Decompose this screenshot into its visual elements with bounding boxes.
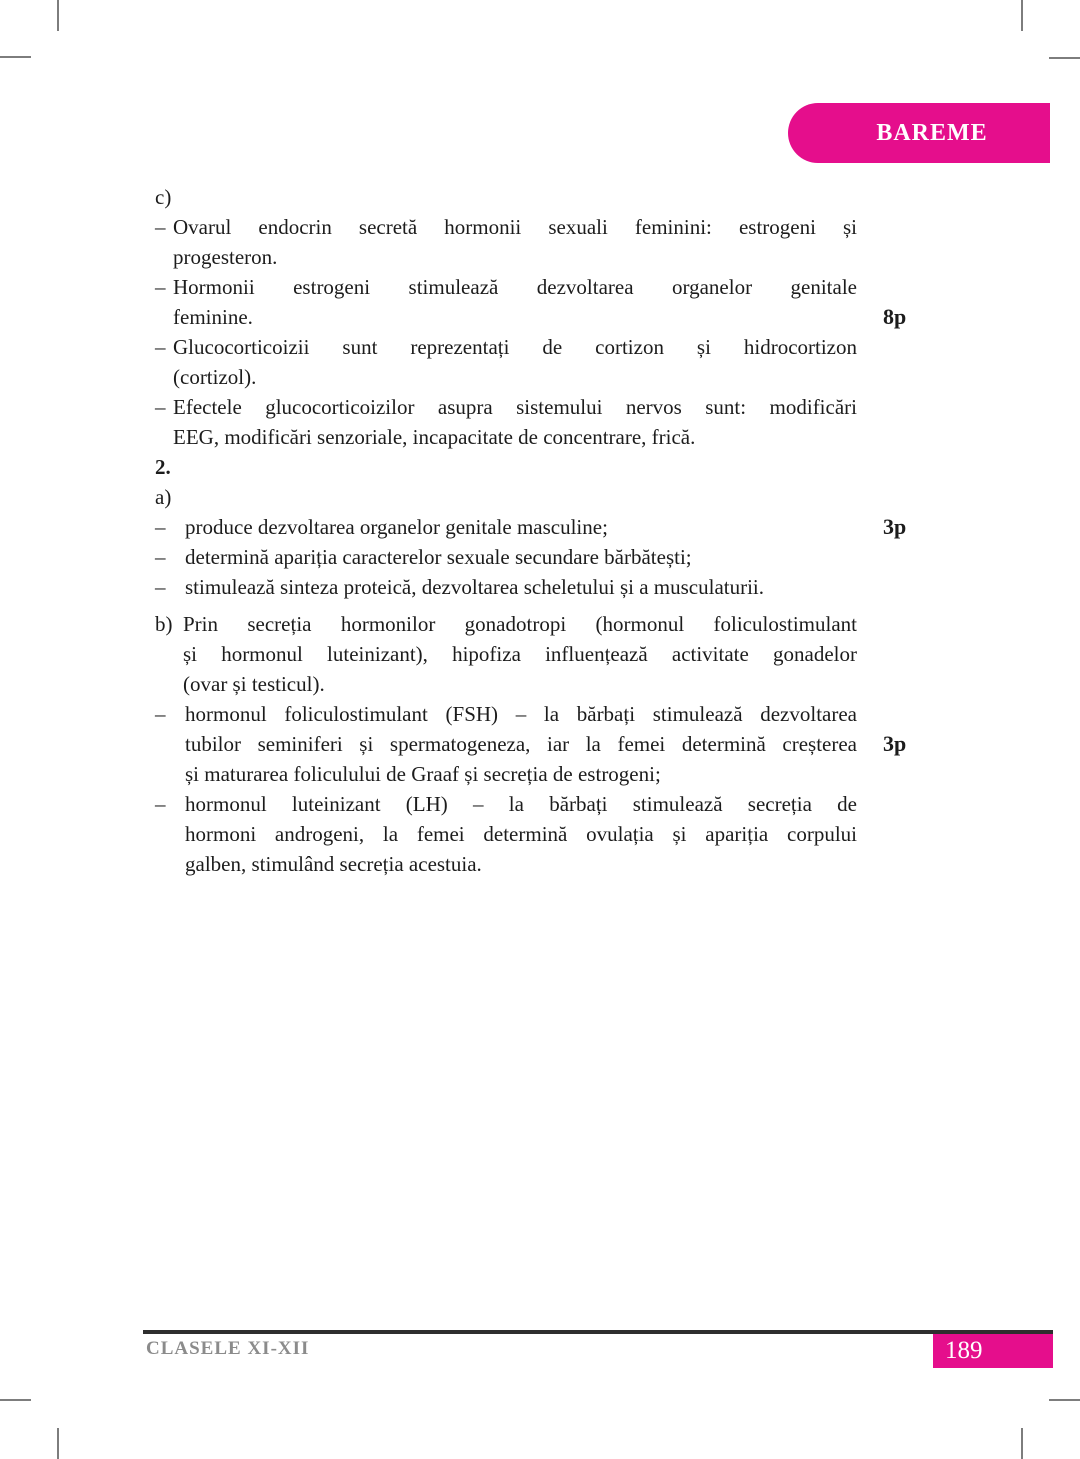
text-line: (ovar și testicul).: [183, 672, 325, 696]
page-number-box: [933, 1334, 1053, 1368]
crop-mark-bottom-right-horizontal: [1049, 1399, 1080, 1401]
crop-mark-bottom-left-vertical: [57, 1428, 59, 1459]
dash-bullet: –: [155, 275, 166, 299]
crop-mark-bottom-right-vertical: [1021, 1428, 1023, 1459]
points-value-8p: 8p: [883, 304, 907, 329]
dash-bullet: –: [155, 545, 166, 569]
points-value-3p: 3p: [883, 731, 907, 756]
subsection-marker-b: b): [155, 612, 173, 636]
dash-bullet: –: [155, 215, 166, 239]
text-line: Hormonii estrogeni stimulează dezvoltarea organelor genitale: [173, 275, 857, 299]
text-line: produce dezvoltarea organelor genitale masculine;: [185, 515, 608, 539]
dash-bullet: –: [155, 395, 166, 419]
text-line: hormonul luteinizant (LH) – la bărbați stimulează secreția de: [185, 792, 857, 816]
text-line: și hormonul luteinizant), hipofiza influențează activitate gonadelor: [183, 642, 857, 666]
points-value-3p: 3p: [883, 514, 907, 539]
text-line: feminine.: [173, 305, 253, 329]
answer-key-content: [155, 182, 915, 879]
subsection-label-a: a): [155, 485, 172, 509]
section-header-badge: [788, 103, 1050, 163]
text-line: determină apariția caracterelor sexuale secundare bărbătești;: [185, 545, 692, 569]
text-line: (cortizol).: [173, 365, 257, 389]
footer-rule: [143, 1330, 1053, 1334]
text-line: stimulează sinteza proteică, dezvoltarea scheletului și a musculaturii.: [185, 575, 765, 599]
text-line: hormonul foliculostimulant (FSH) – la bărbați stimulează dezvoltarea: [185, 702, 857, 726]
dash-bullet: –: [155, 792, 166, 816]
answer-item-determina: [155, 542, 857, 572]
answer-item-ovarul: [155, 212, 857, 272]
text-line: Efectele glucocorticoizilor asupra sistemului nervos sunt: modificări: [173, 395, 857, 419]
crop-mark-bottom-left-horizontal: [0, 1399, 31, 1401]
subsection-label-c: c): [155, 185, 172, 209]
badge-label: BAREME: [876, 119, 988, 146]
answer-item-b-hipofiza: [155, 609, 857, 699]
crop-mark-top-left-vertical: [57, 0, 59, 31]
answer-item-fsh: [155, 699, 907, 789]
page-number: 189: [945, 1337, 983, 1364]
answer-item-produce: [155, 512, 907, 542]
text-line: Ovarul endocrin secretă hormonii sexuali feminini: estrogeni și: [173, 215, 857, 239]
text-line: Prin secreția hormonilor gonadotropi (hormonul foliculostimulant: [183, 612, 857, 636]
crop-mark-top-right-horizontal: [1049, 57, 1080, 59]
dash-bullet: –: [155, 575, 166, 599]
dash-bullet: –: [155, 702, 166, 726]
footer-section-title: CLASELE XI-XII: [146, 1338, 310, 1359]
text-line: tubilor seminiferi și spermatogeneza, iar la femei determină creșterea: [185, 732, 857, 756]
text-line: progesteron.: [173, 245, 278, 269]
answer-item-efectele: [155, 392, 857, 452]
answer-item-hormonii-estrogeni: [155, 272, 907, 332]
crop-mark-top-right-vertical: [1021, 0, 1023, 31]
text-line: galben, stimulând secreția acestuia.: [185, 852, 482, 876]
answer-item-lh: [155, 789, 857, 879]
crop-mark-top-left-horizontal: [0, 56, 31, 58]
text-line: Glucocorticoizii sunt reprezentați de cortizon și hidrocortizon: [173, 335, 857, 359]
question-number-2: 2.: [155, 455, 171, 479]
text-line: hormoni androgeni, la femei determină ovulația și apariția corpului: [185, 822, 857, 846]
answer-item-stimuleaza: [155, 572, 857, 602]
text-line: și maturarea foliculului de Graaf și secreția de estrogeni;: [185, 762, 661, 786]
text-line: EEG, modificări senzoriale, incapacitate de concentrare, frică.: [173, 425, 696, 449]
answer-item-glucocorticoizii: [155, 332, 857, 392]
dash-bullet: –: [155, 515, 166, 539]
dash-bullet: –: [155, 335, 166, 359]
